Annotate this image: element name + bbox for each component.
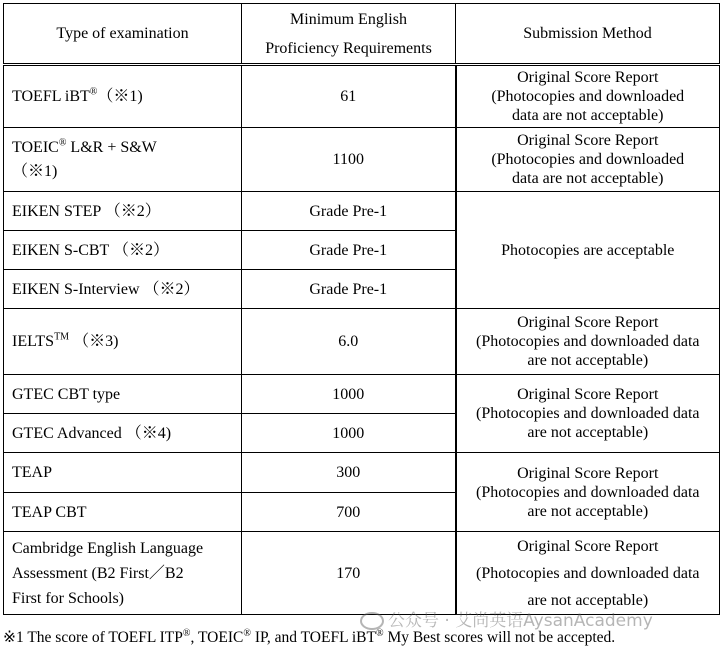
exam-name: GTEC Advanced （※4): [4, 414, 242, 453]
submission-method: Original Score Report (Photocopies and downloaded data are not acceptable): [456, 65, 720, 128]
submission-method: Original Score Report (Photocopies and downloaded data are not acceptable): [456, 375, 720, 453]
table-row: [4, 65, 720, 128]
header-method: Submission Method: [456, 4, 720, 65]
exam-score: 1000: [242, 375, 456, 414]
submission-method: Original Score Report (Photocopies and downloaded data are not acceptable): [456, 532, 720, 615]
submission-method: Original Score Report (Photocopies and downloaded data are not acceptable): [456, 309, 720, 375]
exam-score: 61: [242, 65, 456, 128]
requirements-table: [3, 3, 720, 615]
exam-name: TEAP: [4, 453, 242, 493]
exam-score: 1100: [242, 128, 456, 192]
exam-name: IELTS™ （※3): [4, 309, 242, 375]
header-type: Type of examination: [4, 4, 242, 65]
submission-method: Original Score Report (Photocopies and downloaded data are not acceptable): [456, 128, 720, 192]
header-minimum: Minimum English Proficiency Requirements: [242, 4, 456, 65]
watermark: 公众号 · 艾尚英语AysanAcademy: [360, 606, 653, 631]
exam-score: 1000: [242, 414, 456, 453]
header-row: [4, 4, 720, 65]
exam-name: TOEIC® L&R + S&W （※1): [4, 128, 242, 192]
table-row: [4, 309, 720, 375]
exam-name: EIKEN S-Interview （※2）: [4, 270, 242, 309]
exam-score: 6.0: [242, 309, 456, 375]
table-row: [4, 453, 720, 493]
submission-method: Original Score Report (Photocopies and downloaded data are not acceptable): [456, 453, 720, 532]
exam-name: EIKEN S-CBT （※2）: [4, 231, 242, 270]
exam-score: Grade Pre-1: [242, 270, 456, 309]
submission-method: Photocopies are acceptable: [456, 192, 720, 309]
exam-score: 300: [242, 453, 456, 493]
exam-name: TOEFL iBT®（※1): [4, 65, 242, 128]
exam-name: TEAP CBT: [4, 493, 242, 532]
exam-score: Grade Pre-1: [242, 231, 456, 270]
exam-name: Cambridge English Language Assessment (B2 First／B2 First for Schools): [4, 532, 242, 615]
footnote: ※1 The score of TOEFL ITP®, TOEIC® IP, and TOEFL iBT® My Best scores will not be accepted.: [3, 627, 616, 646]
exam-score: 170: [242, 532, 456, 615]
table-row: [4, 375, 720, 414]
exam-name: EIKEN STEP （※2）: [4, 192, 242, 231]
table-row: [4, 532, 720, 615]
exam-score: 700: [242, 493, 456, 532]
table-row: [4, 128, 720, 192]
exam-score: Grade Pre-1: [242, 192, 456, 231]
table-row: [4, 192, 720, 231]
exam-name: GTEC CBT type: [4, 375, 242, 414]
